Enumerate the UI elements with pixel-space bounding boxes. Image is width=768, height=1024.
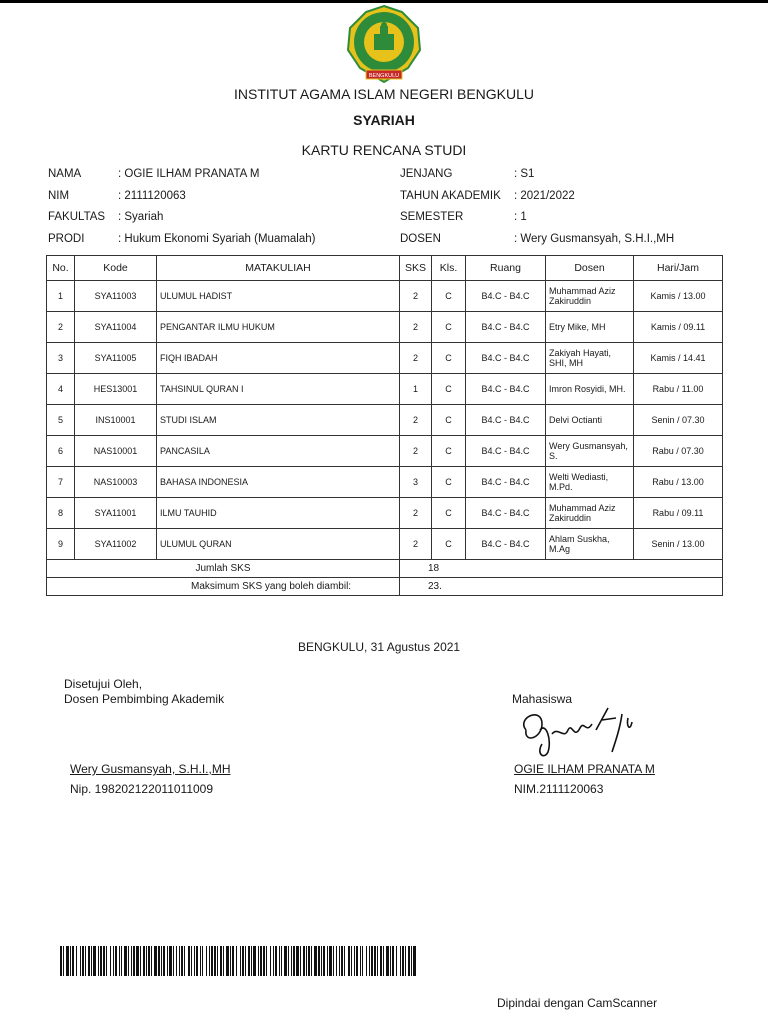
cell-kls: C (432, 405, 466, 436)
barcode-bar (148, 946, 150, 976)
course-table (46, 255, 723, 596)
approved-by-line2: Dosen Pembimbing Akademik (64, 692, 225, 706)
barcode-bar (113, 946, 114, 976)
barcode-bar (131, 946, 132, 976)
barcode-bar (374, 946, 376, 976)
cell-hari-jam: Kamis / 13.00 (634, 281, 723, 312)
cell-kode: SYA11002 (75, 529, 157, 560)
barcode-bar (88, 946, 90, 976)
barcode-bar (91, 946, 92, 976)
cell-sks: 2 (400, 529, 432, 560)
header-no: No. (47, 256, 75, 281)
barcode-bar (245, 946, 246, 976)
total-sks-label: Jumlah SKS (47, 560, 400, 578)
barcode-bar (206, 946, 207, 976)
student-signer-nim: NIM.2111120063 (514, 782, 604, 796)
table-row (47, 436, 723, 467)
approved-by-line1: Disetujui Oleh, (64, 677, 143, 691)
barcode-bar (288, 946, 289, 976)
barcode-bar (184, 946, 185, 976)
cell-matakuliah: STUDI ISLAM (157, 405, 400, 436)
barcode-bar (179, 946, 180, 976)
barcode-bar (158, 946, 160, 976)
cell-ruang: B4.C - B4.C (466, 405, 546, 436)
cell-kls: C (432, 467, 466, 498)
student-signature (512, 700, 642, 760)
barcode-bar (151, 946, 152, 976)
cell-no: 7 (47, 467, 75, 498)
barcode-bar (356, 946, 358, 976)
barcode-bar (293, 946, 295, 976)
cell-kls: C (432, 374, 466, 405)
header-dosen: Dosen (546, 256, 634, 281)
cell-ruang: B4.C - B4.C (466, 281, 546, 312)
cell-ruang: B4.C - B4.C (466, 436, 546, 467)
fakultas-value: : Syariah (118, 211, 164, 223)
cell-dosen: Welti Wediasti, M.Pd. (546, 467, 634, 498)
cell-hari-jam: Senin / 13.00 (634, 529, 723, 560)
barcode-bar (181, 946, 183, 976)
max-sks-value: 23. (400, 578, 723, 596)
barcode-bar (253, 946, 256, 976)
barcode-bar (143, 946, 145, 976)
barcode-bar (136, 946, 139, 976)
cell-hari-jam: Senin / 07.30 (634, 405, 723, 436)
cell-no: 1 (47, 281, 75, 312)
cell-no: 8 (47, 498, 75, 529)
cell-kls: C (432, 498, 466, 529)
barcode-bar (115, 946, 117, 976)
cell-kode: NAS10001 (75, 436, 157, 467)
barcode-bar (128, 946, 129, 976)
barcode-bar (200, 946, 201, 976)
barcode-bar (296, 946, 299, 976)
barcode-bar (281, 946, 282, 976)
jenjang-value: : S1 (514, 168, 535, 180)
barcode-bar (214, 946, 216, 976)
barcode-bar (306, 946, 307, 976)
cell-hari-jam: Rabu / 13.00 (634, 467, 723, 498)
barcode-bar (217, 946, 218, 976)
barcode-bar (390, 946, 391, 976)
cell-dosen: Muhammad Aziz Zakiruddin (546, 281, 634, 312)
barcode-bar (377, 946, 378, 976)
advisor-name: Wery Gusmansyah, S.H.I.,MH (70, 762, 231, 776)
cell-sks: 2 (400, 343, 432, 374)
barcode-bar (321, 946, 322, 976)
barcode-bar (80, 946, 81, 976)
barcode-bar (220, 946, 222, 976)
cell-kode: INS10001 (75, 405, 157, 436)
place-date: BENGKULU, 31 Agustus 2021 (298, 640, 461, 654)
barcode-bar (284, 946, 287, 976)
barcode-bar (93, 946, 96, 976)
cell-no: 9 (47, 529, 75, 560)
barcode (60, 946, 416, 976)
cell-kode: SYA11001 (75, 498, 157, 529)
header-sks: SKS (400, 256, 432, 281)
jenjang-label: JENJANG (400, 168, 453, 180)
cell-kode: SYA11003 (75, 281, 157, 312)
barcode-bar (226, 946, 229, 976)
cell-sks: 2 (400, 281, 432, 312)
cell-ruang: B4.C - B4.C (466, 467, 546, 498)
barcode-bar (354, 946, 355, 976)
barcode-bar (230, 946, 231, 976)
barcode-bar (163, 946, 165, 976)
header-matakuliah: MATAKULIAH (157, 256, 400, 281)
barcode-bar (82, 946, 84, 976)
cell-matakuliah: FIQH IBADAH (157, 343, 400, 374)
barcode-bar (191, 946, 192, 976)
barcode-bar (360, 946, 361, 976)
barcode-bar (291, 946, 292, 976)
barcode-bar (121, 946, 122, 976)
cell-matakuliah: PENGANTAR ILMU HUKUM (157, 312, 400, 343)
barcode-bar (400, 946, 401, 976)
max-sks-label: Maksimum SKS yang boleh diambil: (47, 578, 400, 596)
cell-kls: C (432, 529, 466, 560)
barcode-bar (146, 946, 147, 976)
cell-no: 4 (47, 374, 75, 405)
cell-ruang: B4.C - B4.C (466, 529, 546, 560)
barcode-bar (188, 946, 190, 976)
institution-logo (336, 4, 432, 86)
barcode-bar (300, 946, 301, 976)
header-kode: Kode (75, 256, 157, 281)
barcode-bar (167, 946, 168, 976)
dosen-label: DOSEN (400, 233, 441, 245)
cell-ruang: B4.C - B4.C (466, 498, 546, 529)
cell-sks: 2 (400, 436, 432, 467)
barcode-bar (196, 946, 198, 976)
barcode-bar (98, 946, 99, 976)
barcode-bar (413, 946, 416, 976)
institution-name: INSTITUT AGAMA ISLAM NEGERI BENGKULU (233, 86, 535, 102)
barcode-bar (339, 946, 340, 976)
cell-kls: C (432, 343, 466, 374)
nim-label: NIM (48, 190, 70, 202)
barcode-bar (76, 946, 77, 976)
barcode-bar (327, 946, 328, 976)
barcode-bar (202, 946, 203, 976)
table-row (47, 343, 723, 374)
barcode-bar (119, 946, 120, 976)
cell-no: 6 (47, 436, 75, 467)
student-role-label: Mahasiswa (512, 692, 573, 706)
cell-sks: 2 (400, 405, 432, 436)
barcode-bar (314, 946, 317, 976)
barcode-bar (258, 946, 259, 976)
barcode-bar (392, 946, 394, 976)
barcode-bar (371, 946, 373, 976)
cell-hari-jam: Kamis / 09.11 (634, 312, 723, 343)
cell-sks: 2 (400, 312, 432, 343)
cell-ruang: B4.C - B4.C (466, 374, 546, 405)
logo-city-text: BENGKULU (368, 73, 400, 79)
barcode-bar (405, 946, 406, 976)
barcode-bar (341, 946, 343, 976)
cell-matakuliah: ULUMUL HADIST (157, 281, 400, 312)
barcode-bar (369, 946, 370, 976)
prodi-label: PRODI (48, 233, 85, 245)
prodi-value: : Hukum Ekonomi Syariah (Muamalah) (118, 233, 316, 245)
cell-hari-jam: Rabu / 11.00 (634, 374, 723, 405)
table-row (47, 467, 723, 498)
barcode-bar (194, 946, 195, 976)
cell-dosen: Delvi Octianti (546, 405, 634, 436)
header-hari-jam: Hari/Jam (634, 256, 723, 281)
barcode-bar (402, 946, 404, 976)
barcode-bar (323, 946, 325, 976)
table-row (47, 312, 723, 343)
cell-sks: 2 (400, 498, 432, 529)
total-sks-row (47, 560, 723, 578)
barcode-bar (383, 946, 384, 976)
barcode-bar (263, 946, 265, 976)
barcode-bar (85, 946, 86, 976)
cell-dosen: Etry Mike, MH (546, 312, 634, 343)
barcode-bar (223, 946, 224, 976)
barcode-bar (336, 946, 337, 976)
cell-dosen: Zakiyah Hayati, SHI, MH (546, 343, 634, 374)
barcode-bar (362, 946, 363, 976)
barcode-bar (333, 946, 334, 976)
cell-kode: HES13001 (75, 374, 157, 405)
barcode-bar (236, 946, 237, 976)
nim-value: : 2111120063 (118, 190, 186, 202)
table-row (47, 281, 723, 312)
barcode-bar (380, 946, 382, 976)
tahun-label: TAHUN AKADEMIK (400, 190, 501, 202)
barcode-bar (273, 946, 274, 976)
total-sks-value: 18 (400, 560, 723, 578)
cell-matakuliah: ILMU TAUHID (157, 498, 400, 529)
barcode-bar (318, 946, 320, 976)
cell-ruang: B4.C - B4.C (466, 312, 546, 343)
semester-label: SEMESTER (400, 211, 464, 223)
cell-kode: NAS10003 (75, 467, 157, 498)
advisor-nip: Nip. 198202122011011009 (70, 782, 214, 796)
cell-ruang: B4.C - B4.C (466, 343, 546, 374)
barcode-bar (248, 946, 250, 976)
student-signer-name: OGIE ILHAM PRANATA M (514, 762, 655, 776)
barcode-bar (161, 946, 162, 976)
cell-matakuliah: ULUMUL QURAN (157, 529, 400, 560)
nama-label: NAMA (48, 168, 82, 180)
barcode-bar (366, 946, 367, 976)
cell-dosen: Muhammad Aziz Zakiruddin (546, 498, 634, 529)
barcode-bar (176, 946, 177, 976)
cell-no: 5 (47, 405, 75, 436)
cell-sks: 3 (400, 467, 432, 498)
top-border-line (0, 0, 768, 3)
cell-matakuliah: PANCASILA (157, 436, 400, 467)
cell-matakuliah: BAHASA INDONESIA (157, 467, 400, 498)
header-kls: Kls. (432, 256, 466, 281)
table-row (47, 529, 723, 560)
cell-kls: C (432, 281, 466, 312)
barcode-bar (396, 946, 397, 976)
barcode-bar (348, 946, 350, 976)
barcode-bar (140, 946, 141, 976)
barcode-bar (63, 946, 64, 976)
cell-kls: C (432, 436, 466, 467)
cell-sks: 1 (400, 374, 432, 405)
barcode-bar (270, 946, 271, 976)
barcode-bar (386, 946, 389, 976)
barcode-bar (240, 946, 241, 976)
barcode-bar (209, 946, 210, 976)
cell-hari-jam: Rabu / 07.30 (634, 436, 723, 467)
barcode-bar (260, 946, 262, 976)
barcode-bar (124, 946, 127, 976)
tahun-value: : 2021/2022 (514, 190, 575, 202)
header-ruang: Ruang (466, 256, 546, 281)
barcode-bar (329, 946, 332, 976)
cell-kode: SYA11005 (75, 343, 157, 374)
barcode-bar (308, 946, 310, 976)
semester-value: : 1 (514, 211, 527, 223)
barcode-bar (66, 946, 69, 976)
cell-no: 2 (47, 312, 75, 343)
barcode-bar (211, 946, 213, 976)
barcode-bar (173, 946, 174, 976)
cell-hari-jam: Rabu / 09.11 (634, 498, 723, 529)
barcode-bar (70, 946, 71, 976)
barcode-bar (251, 946, 252, 976)
barcode-bar (411, 946, 412, 976)
barcode-bar (133, 946, 135, 976)
barcode-bar (232, 946, 234, 976)
cell-dosen: Wery Gusmansyah, S. (546, 436, 634, 467)
barcode-bar (110, 946, 111, 976)
faculty-title: SYARIAH (353, 112, 415, 128)
barcode-bar (242, 946, 244, 976)
barcode-bar (169, 946, 172, 976)
max-sks-row (47, 578, 723, 596)
barcode-bar (344, 946, 345, 976)
cell-kls: C (432, 312, 466, 343)
table-header-row (47, 256, 723, 281)
barcode-bar (279, 946, 280, 976)
table-row (47, 498, 723, 529)
fakultas-label: FAKULTAS (48, 211, 106, 223)
barcode-bar (266, 946, 267, 976)
barcode-bar (351, 946, 352, 976)
cell-hari-jam: Kamis / 14.41 (634, 343, 723, 374)
cell-matakuliah: TAHSINUL QURAN I (157, 374, 400, 405)
document-title: KARTU RENCANA STUDI (301, 142, 467, 158)
barcode-bar (311, 946, 312, 976)
barcode-bar (408, 946, 410, 976)
cell-dosen: Imron Rosyidi, MH. (546, 374, 634, 405)
barcode-bar (154, 946, 157, 976)
barcode-bar (106, 946, 107, 976)
barcode-bar (72, 946, 74, 976)
camscanner-note: Dipindai dengan CamScanner (497, 996, 658, 1010)
nama-value: : OGIE ILHAM PRANATA M (118, 168, 260, 180)
barcode-bar (275, 946, 277, 976)
barcode-bar (60, 946, 62, 976)
barcode-bar (103, 946, 105, 976)
table-row (47, 374, 723, 405)
cell-no: 3 (47, 343, 75, 374)
table-row (47, 405, 723, 436)
cell-dosen: Ahlam Suskha, M.Ag (546, 529, 634, 560)
dosen-value: : Wery Gusmansyah, S.H.I.,MH (514, 233, 675, 245)
barcode-bar (100, 946, 102, 976)
cell-kode: SYA11004 (75, 312, 157, 343)
barcode-bar (303, 946, 305, 976)
